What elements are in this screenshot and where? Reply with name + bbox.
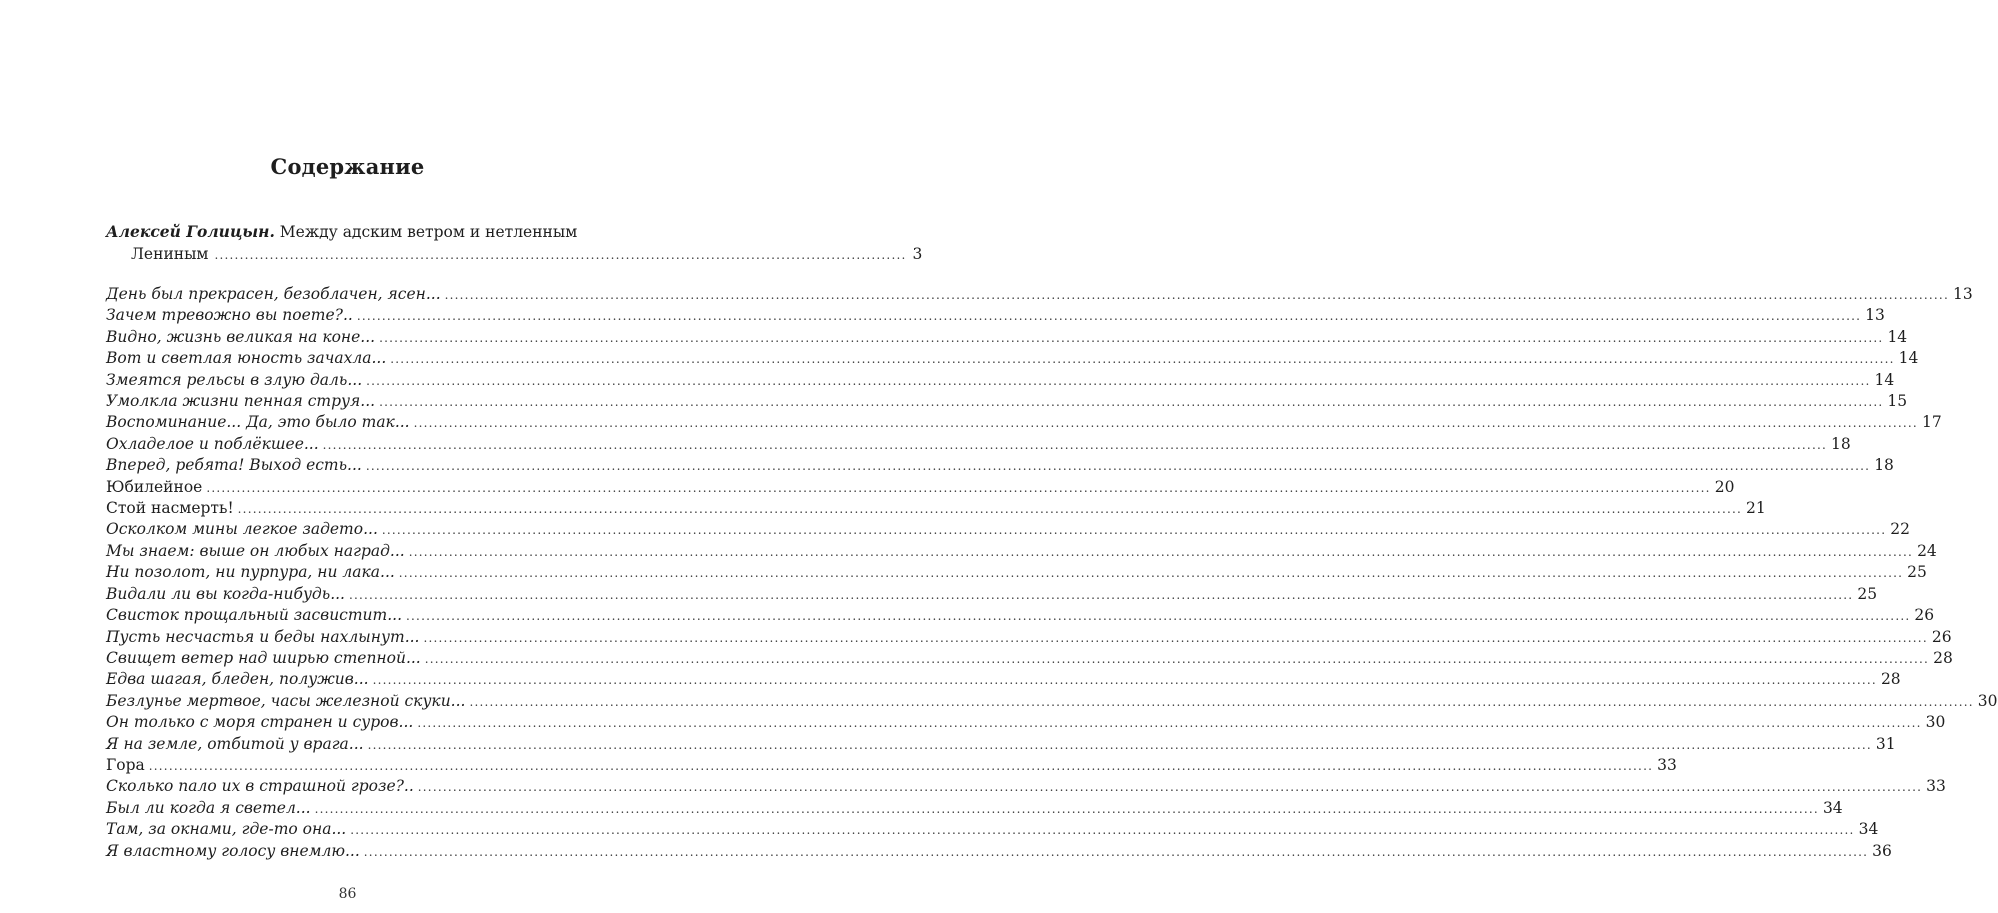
entry-page: 34 bbox=[1822, 798, 1843, 817]
intro-line-2 bbox=[106, 243, 923, 266]
toc-entry bbox=[106, 841, 1892, 862]
entry-page: 26 bbox=[1914, 606, 1935, 625]
dot-leader: ............................................................................................................................................................................................................................................................................................................ bbox=[406, 609, 1911, 624]
entry-title: Юбилейное bbox=[106, 477, 203, 496]
toc-entry bbox=[106, 498, 1766, 519]
entry-title: День был прекрасен, безоблачен, ясен... bbox=[106, 285, 441, 303]
entry-page: 33 bbox=[1657, 755, 1677, 774]
toc-entry bbox=[106, 348, 1919, 369]
dot-leader: ............................................................................................................................................................................................................................................................................................................ bbox=[423, 630, 1928, 645]
dot-leader: ............................................................................................................................................................................................................................................................................................................ bbox=[356, 309, 1862, 324]
entry-title: Свисток прощальный засвистит... bbox=[106, 606, 403, 625]
toc-entry bbox=[106, 541, 1937, 562]
intro-author: Алексей Голицын. bbox=[106, 222, 275, 241]
entry-title: Был ли когда я светел... bbox=[106, 798, 311, 817]
entry-page: 17 bbox=[1921, 413, 1942, 432]
entry-title: Свищет ветер над ширью степной... bbox=[106, 648, 421, 667]
entry-page: 25 bbox=[1857, 584, 1878, 603]
entry-title: Зачем тревожно вы поете?.. bbox=[106, 306, 353, 325]
toc-entry bbox=[106, 712, 1946, 733]
dot-leader: ............................................................................................................................................................................................................................................................................................................ bbox=[372, 673, 1877, 688]
entry-title: Едва шагая, бледен, полужив... bbox=[106, 670, 369, 689]
intro-entry bbox=[106, 221, 923, 266]
entry-title: Мы знаем: выше он любых наград... bbox=[106, 541, 405, 560]
intro-text-line-2: Лениным bbox=[131, 245, 209, 263]
toc-entry bbox=[106, 755, 1677, 776]
toc-entry bbox=[106, 305, 1885, 326]
entry-page: 13 bbox=[1952, 285, 1973, 303]
toc-entry bbox=[106, 327, 1908, 348]
dot-leader: ............................................................................................................................................................................................................................................................................................................ bbox=[314, 801, 1819, 816]
entry-title: Змеятся рельсы в злую даль... bbox=[106, 370, 363, 389]
toc-entry bbox=[106, 776, 1946, 797]
dot-leader: ............................................................................................................................................................................................................................................................................................................ bbox=[237, 502, 1743, 517]
entry-page: 21 bbox=[1746, 499, 1766, 518]
dot-leader: ............................................................................................................................................................................................................................................................................................................ bbox=[381, 523, 1887, 538]
entry-title: Гора bbox=[106, 755, 145, 774]
dot-leader: ............................................................................................................................................................................................................................................................................................................ bbox=[390, 352, 1895, 367]
dot-leader: ............................................................................................................................................................................................................................................................................................................ bbox=[398, 566, 1904, 581]
entry-page: 24 bbox=[1917, 541, 1937, 560]
toc-entry bbox=[106, 455, 1894, 476]
entry-page: 15 bbox=[1887, 392, 1908, 411]
toc-entry bbox=[106, 669, 1901, 690]
entry-title: Охладелое и поблёкшее... bbox=[106, 434, 319, 453]
toc-entry bbox=[106, 734, 1896, 755]
toc-entry bbox=[106, 284, 1973, 305]
entry-title: Воспоминание... Да, это было так... bbox=[106, 413, 410, 432]
intro-text-line-1: Между адским ветром и нетленным bbox=[279, 223, 578, 241]
entry-page: 36 bbox=[1872, 841, 1892, 860]
entry-title: Пусть несчастья и беды нахлынут... bbox=[106, 627, 420, 646]
entry-page: 30 bbox=[1925, 713, 1946, 732]
toc-entry bbox=[106, 391, 1908, 412]
contents-list bbox=[106, 284, 1998, 862]
dot-leader: ............................................................................................................................................................................................................................................................................................................ bbox=[367, 737, 1872, 752]
entry-page: 20 bbox=[1714, 477, 1735, 496]
intro-page: 3 bbox=[912, 245, 923, 263]
entry-title: Вот и светлая юность зачахла... bbox=[106, 349, 387, 368]
dot-leader: ............................................................................................................................................................................................................................................................................................................ bbox=[444, 288, 1949, 302]
dot-leader: ............................................................................................................................................................................................................................................................................................................ bbox=[408, 544, 1914, 559]
dot-leader: ............................................................................................................................................................................................................................................................................................................ bbox=[348, 587, 1854, 602]
entry-title: Вперед, ребята! Выход есть... bbox=[106, 456, 362, 475]
entry-page: 14 bbox=[1887, 327, 1908, 346]
dot-leader: ............................................................................................................................................................................................................................................................................................................ bbox=[350, 823, 1855, 838]
entry-title: Безлунье мертвое, часы железной скуки... bbox=[106, 691, 466, 710]
dot-leader: ............................................................................................................................................................................................................................................................................................................ bbox=[413, 416, 1918, 431]
entry-title: Умолкла жизни пенная струя... bbox=[106, 392, 376, 411]
toc-entry bbox=[106, 412, 1942, 433]
dot-leader: ............................................................................................................................................................................................................................................................................................................ bbox=[424, 651, 1930, 666]
entry-title: Ни позолот, ни пурпура, ни лака... bbox=[106, 563, 395, 582]
page-title: Содержание bbox=[270, 154, 425, 179]
toc-entry bbox=[106, 605, 1935, 626]
toc-entry bbox=[106, 370, 1895, 391]
toc-entry bbox=[106, 434, 1851, 455]
page-number: 86 bbox=[338, 886, 357, 902]
dot-leader: ............................................................................................................................................................................................................................................................................................................ bbox=[469, 694, 1974, 709]
toc-entry bbox=[106, 477, 1735, 498]
entry-title: Видали ли вы когда-нибудь... bbox=[106, 584, 345, 603]
entry-page: 30 bbox=[1977, 691, 1998, 710]
dot-leader: ............................................................................................................................................................................................................................................................................................................ bbox=[379, 330, 1884, 345]
dot-leader: .......................................................................................................................................... bbox=[214, 248, 907, 262]
dot-leader: ............................................................................................................................................................................................................................................................................................................ bbox=[417, 780, 1923, 795]
entry-page: 22 bbox=[1890, 520, 1910, 539]
entry-title: Я властному голосу внемлю... bbox=[106, 841, 360, 860]
entry-page: 14 bbox=[1874, 370, 1895, 389]
entry-page: 33 bbox=[1926, 777, 1946, 796]
entry-page: 18 bbox=[1874, 456, 1894, 475]
entry-page: 25 bbox=[1907, 563, 1927, 582]
entry-page: 14 bbox=[1898, 349, 1919, 368]
entry-title: Стой насмерть! bbox=[106, 499, 234, 518]
entry-title: Видно, жизнь великая на коне... bbox=[106, 327, 376, 346]
dot-leader: ............................................................................................................................................................................................................................................................................................................ bbox=[148, 758, 1654, 773]
entry-title: Сколько пало их в страшной грозе?.. bbox=[106, 777, 414, 796]
dot-leader: ............................................................................................................................................................................................................................................................................................................ bbox=[363, 844, 1869, 859]
entry-page: 26 bbox=[1931, 627, 1952, 646]
toc-entry bbox=[106, 819, 1879, 840]
toc-entry bbox=[106, 519, 1910, 540]
entry-page: 31 bbox=[1875, 734, 1896, 753]
dot-leader: ............................................................................................................................................................................................................................................................................................................ bbox=[322, 437, 1827, 452]
toc-entry bbox=[106, 648, 1953, 669]
entry-page: 34 bbox=[1858, 820, 1879, 839]
dot-leader: ............................................................................................................................................................................................................................................................................................................ bbox=[365, 459, 1871, 474]
toc-entry bbox=[106, 627, 1952, 648]
dot-leader: ............................................................................................................................................................................................................................................................................................................ bbox=[366, 373, 1871, 388]
entry-page: 28 bbox=[1880, 670, 1901, 689]
dot-leader: ............................................................................................................................................................................................................................................................................................................ bbox=[379, 395, 1884, 410]
entry-title: Я на земле, отбитой у врага... bbox=[106, 734, 364, 753]
toc-entry bbox=[106, 798, 1843, 819]
entry-title: Осколком мины легкое задето... bbox=[106, 520, 378, 539]
dot-leader: ............................................................................................................................................................................................................................................................................................................ bbox=[206, 480, 1711, 495]
entry-page: 28 bbox=[1933, 648, 1953, 667]
entry-page: 13 bbox=[1865, 306, 1885, 325]
intro-line-1 bbox=[106, 221, 588, 243]
entry-title: Он только с моря странен и суров... bbox=[106, 713, 414, 732]
dot-leader: ............................................................................................................................................................................................................................................................................................................ bbox=[417, 716, 1922, 731]
toc-entry bbox=[106, 691, 1998, 712]
toc-entry bbox=[106, 562, 1927, 583]
entry-page: 18 bbox=[1831, 434, 1851, 453]
entry-title: Там, за окнами, где-то она... bbox=[106, 820, 347, 839]
toc-entry bbox=[106, 584, 1878, 605]
